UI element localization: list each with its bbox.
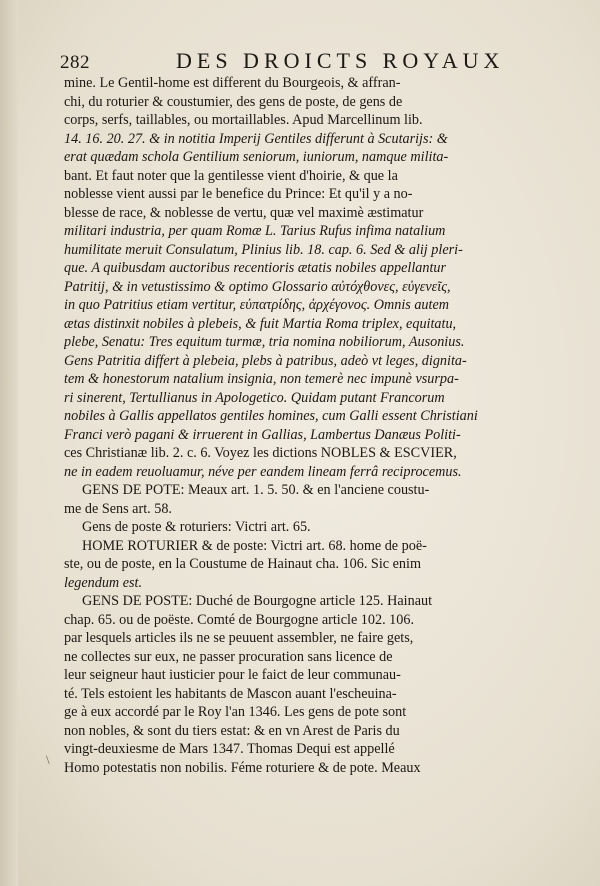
text-line: militari industria, per quam Romæ L. Tarius Rufus infima natalium: [64, 223, 446, 239]
text-line: corps, serfs, taillables, ou mortaillables. Apud Marcellinum lib.: [64, 112, 423, 128]
text-line: Gens Patritia differt à plebeia, plebs à patribus, adeò vt leges, dignita-: [64, 352, 467, 369]
page-gutter: [0, 0, 18, 886]
text-line: tem & honestorum natalium insignia, non temerè nec impunè vsurpa-: [64, 371, 459, 387]
text-line: me de Sens art. 58.: [64, 500, 172, 517]
text-line: que. A quibusdam auctoribus recentioris ætatis nobiles appellantur: [64, 260, 447, 276]
text-line: legendum est.: [64, 574, 143, 591]
text-line: ri sinerent, Tertullianus in Apologetico. Quidam putant Francorum: [64, 389, 445, 406]
text-line: ste, ou de poste, en la Coustume de Hainaut cha. 106. Sic enim: [64, 556, 421, 572]
text-line: Franci verò pagani & irruerent in Gallias, Lambertus Danæus Politi-: [64, 426, 461, 443]
text-line: ne in eadem reuoluamur, néve per eandem lineam ferrâ reciprocemus.: [64, 463, 462, 480]
text-line: Gens de poste & roturiers: Victri art. 65.: [82, 519, 311, 535]
text-line: ge à eux accordé par le Roy l'an 1346. Les gens de pote sont: [64, 704, 407, 720]
text-line: 14. 16. 20. 27. & in notitia Imperij Gentiles differunt à Scutarijs: &: [64, 130, 448, 147]
page-number: 282: [60, 52, 90, 73]
text-line: HOME ROTURIER & de poste: Victri art. 68. home de poë-: [82, 537, 427, 554]
text-line: mine. Le Gentil-home est different du Bourgeois, & affran-: [64, 75, 401, 91]
text-line: noblesse vient aussi par le benefice du Prince: Et qu'il y a no-: [64, 186, 413, 202]
text-line: par lesquels articles ils ne se peuuent assembler, ne faire gets,: [64, 630, 414, 646]
text-line: humilitate meruit Consulatum, Plinius lib. 18. cap. 6. Sed & alij pleri-: [64, 241, 463, 258]
margin-mark: \: [46, 752, 50, 767]
text-line: non nobles, & sont du tiers estat: & en vn Arest de Paris du: [64, 722, 400, 739]
text-line: in quo Patritius etiam vertitur, εὐπατρίδης, ἀρχέγονος. Omnis autem: [64, 297, 450, 313]
text-line: GENS DE POTE: Meaux art. 1. 5. 50. & en l'anciene coustu-: [82, 482, 430, 498]
text-line: vingt-deuxiesme de Mars 1347. Thomas Dequi est appellé: [64, 741, 395, 757]
text-line: GENS DE POSTE: Duché de Bourgogne article 125. Hainaut: [82, 593, 433, 609]
text-line: chap. 65. ou de poëste. Comté de Bourgogne article 102. 106.: [64, 611, 415, 628]
text-line: blesse de race, & noblesse de vertu, quæ vel maximè æstimatur: [64, 204, 424, 221]
text-line: Homo potestatis non nobilis. Féme roturiere & de pote. Meaux: [64, 759, 421, 776]
text-line: nobiles à Gallis appellatos gentiles homines, cum Galli essent Christiani: [64, 408, 478, 424]
text-line: erat quædam schola Gentilium seniorum, iuniorum, namque milita-: [64, 149, 449, 165]
text-line: plebe, Senatu: Tres equitum turmæ, tria nomina nobiliorum, Ausonius.: [64, 334, 465, 350]
text-line: ætas distinxit nobiles à plebeis, & fuit Martia Roma triplex, equitatu,: [64, 315, 457, 332]
text-line: té. Tels estoient les habitants de Mascon auant l'escheuina-: [64, 685, 397, 702]
text-line: ne collectes sur eux, ne passer procuration sans licence de: [64, 648, 393, 665]
text-line: bant. Et faut noter que la gentilesse vient d'hoirie, & que la: [64, 167, 398, 184]
text-line: Patritij, & in vetustissimo & optimo Glossario αὐτόχθονες, εὐγενεῖς,: [64, 278, 451, 295]
text-line: chi, du roturier & coustumier, des gens de poste, de gens de: [64, 93, 403, 110]
page-body: [64, 74, 542, 777]
text-line: leur seigneur haut iusticier pour le faict de leur communau-: [64, 667, 401, 683]
running-title: DES DROICTS ROYAUX: [176, 48, 505, 73]
text-line: ces Christianæ lib. 2. c. 6. Voyez les dictions NOBLES & ESCVIER,: [64, 445, 457, 461]
